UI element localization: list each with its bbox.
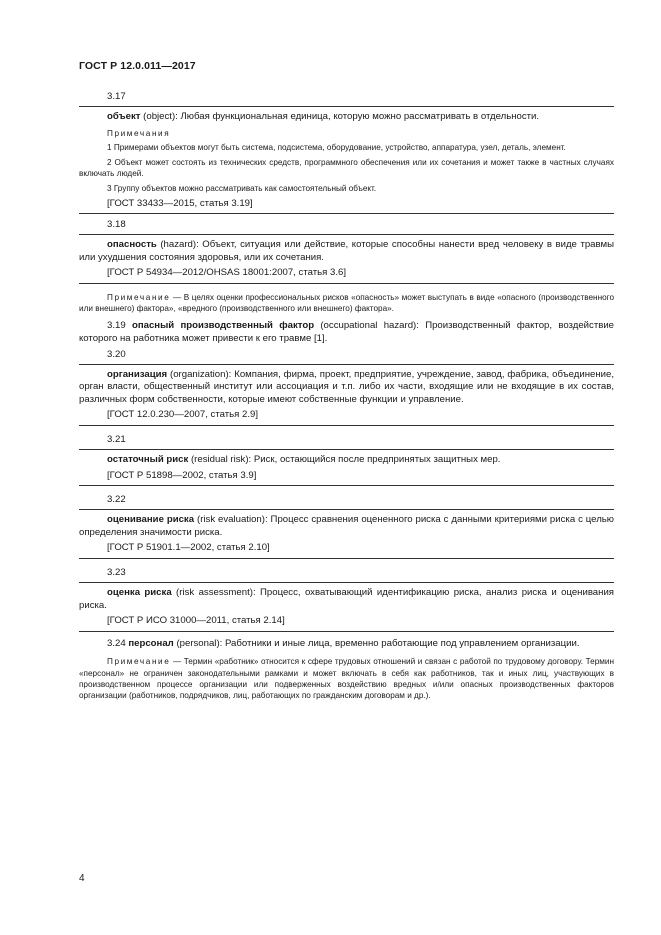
term-definition-text: (organization): Компания, фирма, проект, предприятие, учреждение, завод, фабрика, объединение, орган власти, общественный институт или ассоциация и т.п. либо их части, входящие или не входящие в их состав, различных форм собственности, которые имеют собственные функции и управление.: [79, 368, 614, 405]
term-number-3-21: 3.21: [107, 433, 126, 445]
term-name: объект: [107, 111, 141, 122]
note-text: — В целях оценки профессиональных рисков «опасность» может выступать в виде «опасного (производственного или внешнего) фактора», «вредного (производственного или внешнего) фактора».: [79, 292, 614, 314]
note-2: 2 Объект может состоять из технических средств, программного обеспечения или их сочетания и может также в частных случаях включать людей.: [79, 158, 614, 179]
term-definition-3-18: [79, 239, 614, 264]
term-number-3-22: 3.22: [107, 494, 126, 506]
notes-heading: Примечания: [107, 128, 171, 138]
term-reference-3-23: [ГОСТ Р ИСО 31000—2011, статья 2.14]: [107, 615, 285, 627]
note-1: 1 Примерами объектов могут быть система, подсистема, оборудование, устройство, аппаратура, узел, деталь, элемент.: [107, 142, 566, 152]
term-name: оценка риска: [107, 586, 172, 598]
term-number-3-18: 3.18: [107, 219, 126, 231]
term-number-3-23: 3.23: [107, 566, 126, 578]
term-box-3-22: [79, 509, 614, 559]
term-reference-3-20: [ГОСТ 12.0.230—2007, статья 2.9]: [107, 409, 258, 421]
term-box-3-17: [79, 106, 614, 214]
term-definition-3-19: [79, 320, 614, 345]
note-text: — Термин «работник» относится к сфере трудовых отношений и связан с работой по трудовому договору. Термин «персонал» не ограничен законодательными рамками и может включать в себя как работников, так и иных лиц, участвующих в производственном процессе организации или подверженных воздействию вредных и/или опасных производственных факторов организации (работников, подрядчиков, лиц, работающих по гражданским договорам и др.).: [79, 657, 614, 700]
note-label: Примечание: [107, 292, 171, 302]
note-3-24: [79, 656, 614, 701]
term-definition-text: (personal): Работники и иные лица, временно работающие под управлением организации.: [173, 637, 580, 649]
term-number-3-19: 3.19: [107, 320, 126, 332]
note-3-18: [79, 292, 614, 314]
term-reference-3-17: [ГОСТ 33433—2015, статья 3.19]: [107, 197, 253, 209]
term-box-3-18: [79, 234, 614, 284]
term-definition-3-20: [79, 369, 614, 407]
term-definition-text: (residual risk): Риск, остающийся после предпринятых защитных мер.: [188, 453, 501, 465]
term-definition-3-21: [79, 454, 614, 467]
term-definition-3-24: [79, 638, 614, 651]
term-reference-3-21: [ГОСТ Р 51898—2002, статья 3.9]: [107, 469, 257, 481]
term-definition-3-17: [79, 111, 614, 124]
term-number-3-24: 3.24: [107, 637, 126, 649]
term-definition-text: (occupational hazard): Производственный фактор, воздействие которого на работника может привести к его травме [1].: [79, 320, 615, 344]
term-definition-text: (risk assessment): Процесс, охватывающий идентификацию риска, анализ риска и оценивания риска.: [79, 586, 614, 611]
page-number: 4: [79, 873, 85, 884]
term-definition-3-22: [79, 514, 614, 539]
term-name: остаточный риск: [107, 453, 189, 465]
term-name: опасный производственный фактор: [131, 320, 315, 332]
term-reference-3-18: [ГОСТ Р 54934—2012/OHSAS 18001:2007, статья 3.6]: [107, 267, 346, 279]
term-box-3-21: [79, 449, 614, 486]
note-label: Примечание: [107, 657, 171, 667]
term-definition-text: (object): Любая функциональная единица, которую можно рассматривать в отдельности.: [140, 111, 540, 122]
term-name: оценивание риска: [107, 514, 195, 526]
term-reference-3-22: [ГОСТ Р 51901.1—2002, статья 2.10]: [107, 542, 270, 554]
standard-header: ГОСТ Р 12.0.011—2017: [79, 60, 196, 72]
terms-content: [79, 91, 614, 704]
term-definition-3-23: [79, 587, 614, 612]
term-definition-text: (hazard): Объект, ситуация или действие, которые способны нанести вред человеку в виде травмы или ухудшения состояния здоровья, или их сочетания.: [79, 239, 614, 263]
term-name: персонал: [128, 637, 174, 649]
term-box-3-20: [79, 364, 614, 426]
term-number-3-20: 3.20: [107, 348, 126, 360]
term-definition-text: (risk evaluation): Процесс сравнения оцененного риска с данными критериями риска с целью определения значимости риска.: [79, 514, 614, 538]
note-3: 3 Группу объектов можно рассматривать как самостоятельный объект.: [107, 184, 377, 194]
term-name: организация: [107, 368, 168, 380]
term-number-3-17: 3.17: [107, 91, 126, 102]
term-box-3-23: [79, 582, 614, 632]
term-name: опасность: [107, 239, 157, 251]
